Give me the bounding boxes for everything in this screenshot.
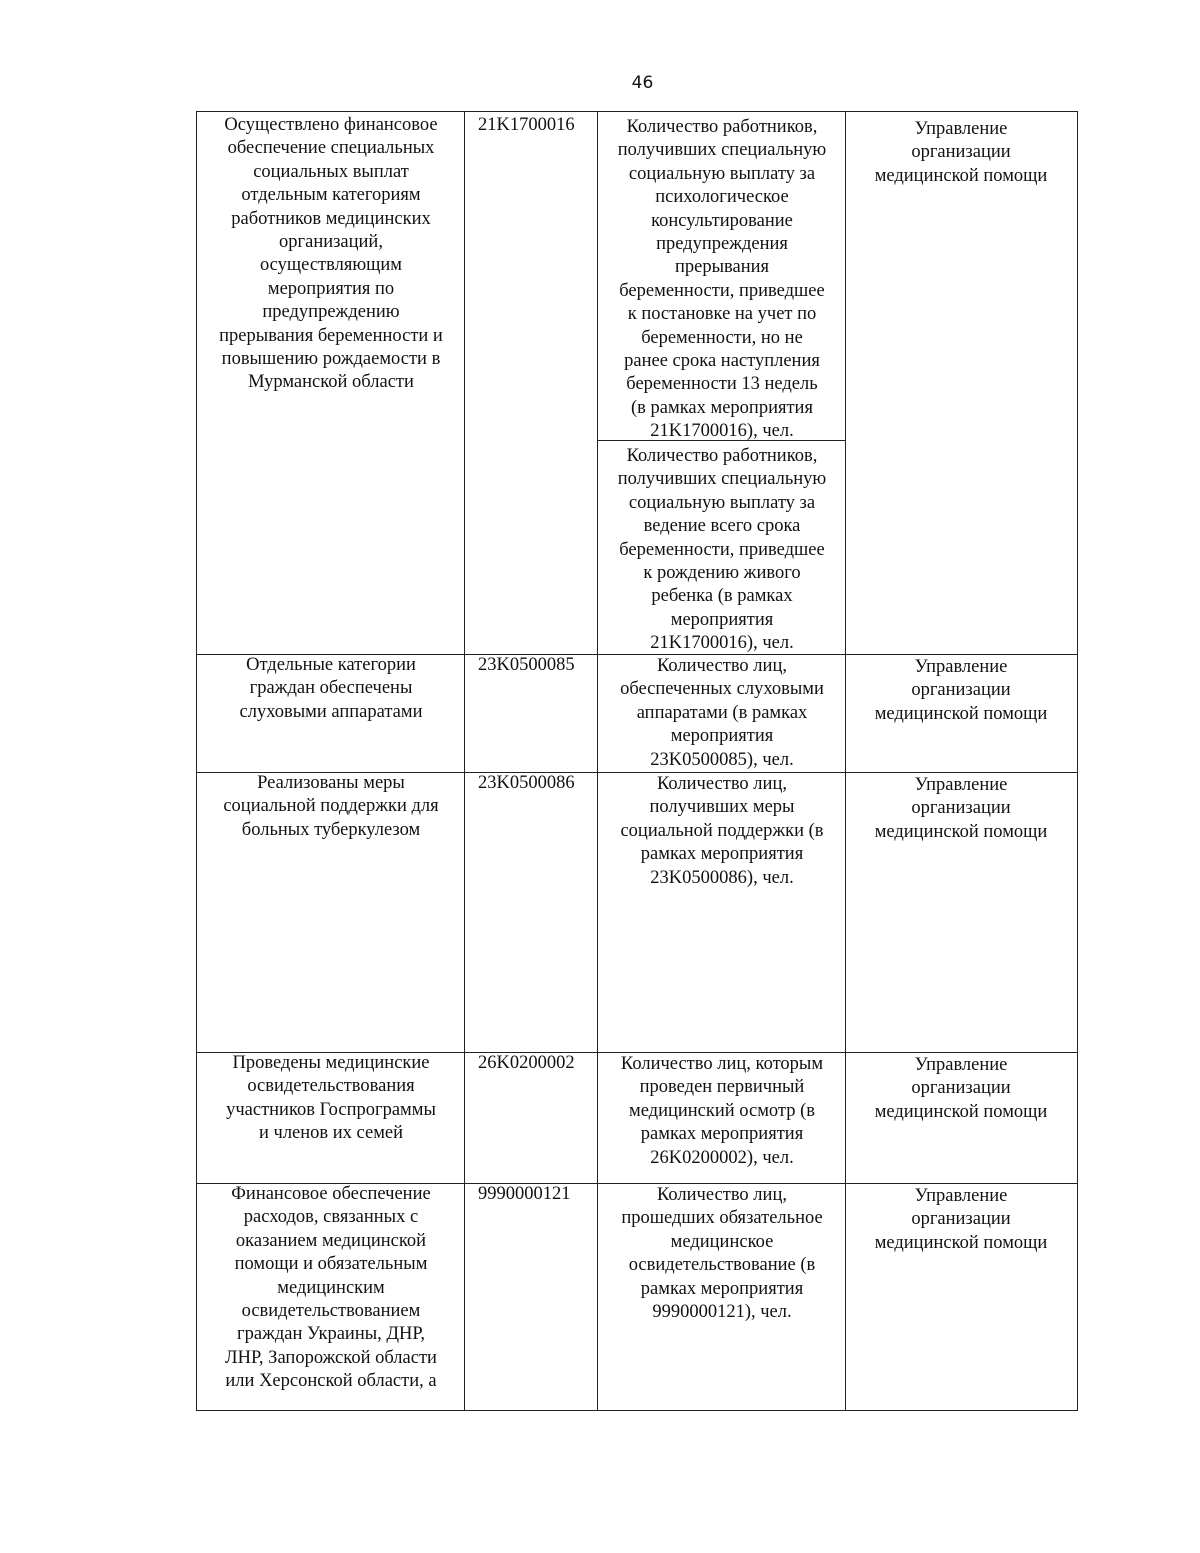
table-border-bottom <box>196 1410 1078 1411</box>
result-cell: Проведены медицинские освидетельствования участников Госпрограммы и членов их семей <box>226 1053 436 1144</box>
indicator-cell: Количество лиц, получивших меры социальной поддержки (в рамках мероприятия 23K0500086), чел. <box>620 774 824 888</box>
responsible-cell: Управление организации медицинской помощи <box>874 119 1048 186</box>
responsible-cell: Управление организации медицинской помощи <box>874 1186 1048 1253</box>
responsible-cell: Управление организации медицинской помощи <box>874 1055 1048 1122</box>
result-cell: Осуществлено финансовое обеспечение специальных социальных выплат отдельным категориям работников медицинских организаций, осуществляющим мероприятия по предупреждению прерывания беременности и повышению рождаемости в Мурманской области <box>219 115 443 393</box>
result-cell: Финансовое обеспечение расходов, связанных с оказанием медицинской помощи и обязательным медицинским освидетельствованием граждан Украины, ДНР, ЛНР, Запорожской области или Херсонской области, а <box>225 1184 437 1392</box>
code-cell: 9990000121 <box>478 1184 571 1204</box>
code-cell: 26K0200002 <box>478 1053 575 1073</box>
page-number: 46 <box>631 73 654 93</box>
result-cell: Реализованы меры социальной поддержки для больных туберкулезом <box>223 773 439 840</box>
indicator-cell: Количество работников, получивших специальную социальную выплату за ведение всего срока беременности, приведшее к рождению живого ребенка (в рамках мероприятия 21K1700016), чел. <box>617 446 827 654</box>
indicator-cell: Количество лиц, которым проведен первичный медицинский осмотр (в рамках мероприятия 26K0200002), чел. <box>620 1054 824 1168</box>
table-border-right <box>1077 111 1078 1411</box>
column-divider <box>845 111 846 1411</box>
code-cell: 23K0500085 <box>478 655 575 675</box>
indicator-cell: Количество лиц, обеспеченных слуховыми аппаратами (в рамках мероприятия 23K0500085), чел. <box>620 656 824 770</box>
column-divider <box>464 111 465 1411</box>
row-divider <box>196 111 1078 112</box>
responsible-cell: Управление организации медицинской помощи <box>874 775 1048 842</box>
indicator-cell: Количество лиц, прошедших обязательное медицинское освидетельствование (в рамках мероприятия 9990000121), чел. <box>621 1185 823 1323</box>
column-divider <box>597 111 598 1411</box>
code-cell: 21K1700016 <box>478 115 575 135</box>
responsible-cell: Управление организации медицинской помощи <box>874 657 1048 724</box>
measures-table <box>196 111 1078 1411</box>
table-border-left <box>196 111 197 1411</box>
indicator-cell: Количество работников, получивших специальную социальную выплату за психологическое консультирование предупреждения прерывания беременности, приведшее к постановке на учет по беременности, но не ранее срока наступления беременности 13 недель (в рамках мероприятия 21K1700016), чел. <box>617 117 827 442</box>
code-cell: 23K0500086 <box>478 773 575 793</box>
result-cell: Отдельные категории граждан обеспечены слуховыми аппаратами <box>239 655 423 722</box>
